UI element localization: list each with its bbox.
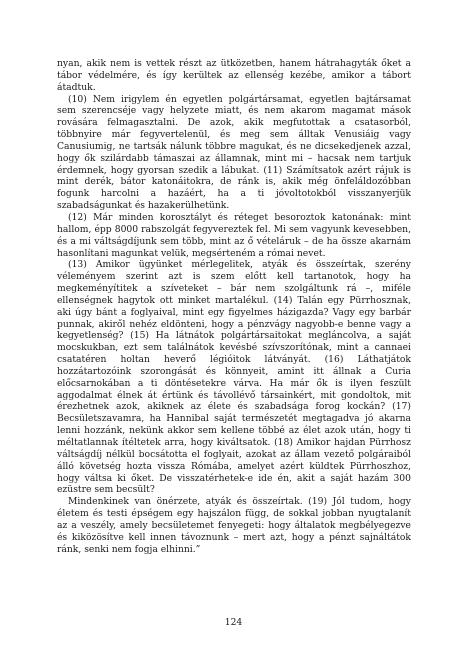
body-text xyxy=(57,58,411,555)
paragraph-5: Mindenkinek van önérzete, atyák és összeírtak. (19) Jól tudom, hogy életem és testi épségem egy hajszálon függ, de sokkal jobban nyugtalanít az a veszély, amely becsületemet fenyegeti: hogy általatok megbélyegezve és kiközösítve kell innen távoznunk – mert azt, hogy a pénzt sajnáltátok ránk, senki nem fogja elhinni.” xyxy=(57,496,411,555)
paragraph-4: (13) Amikor ügyünket mérlegelitek, atyák és összeírtak, szerény véleményem szerint azt is szem előtt kell tartanotok, hogy ha megkeményítitek a szíveteket – bár nem szolgáltunk rá –, miféle ellenségnek hagytok ott minket martalékul. (14) Talán egy Pürrhosznak, aki úgy bánt a foglyaival, mint egy figyelmes házigazda? Vagy egy barbár punnak, akiről nehéz eldönteni, hogy a pénzvágy nagyobb-e benne vagy a kegyetlenség? (15) Ha látnátok polgártársaitokat megláncolva, a saját mocskukban, ezt sem találnátok kevésbé szívszorítónak, mint a cannaei csatatéren holtan heverő légióitok látványát. (16) Láthatjátok hozzátartozóink szorongását és könnyeit, amint itt állnak a Curia előcsarnokában a ti döntésetekre várva. Ha már ők is ilyen feszült aggodalmat élnek át értünk és távollévő társainkért, mit gondoltok, mit érezhetnek azok, akiknek az élete és szabadsága forog kockán? (17) Becsületszavamra, ha Hannibal saját természetét megtagadva jó akarna lenni hozzánk, nekünk akkor sem kellene többé az élet azok után, hogy ti méltatlannak ítéltetek arra, hogy kiváltsatok. (18) Amikor hajdan Pürrhosz váltságdíj nélkül bocsátotta el foglyait, azokat az állam vezető polgáraiból álló követség hozta vissza Rómába, amelyet azért küldtek Pürrhoszhoz, hogy váltsa ki őket. De visszatérhetek-e ide én, akit a saját hazám 300 ezüstre sem becsült? xyxy=(57,259,411,496)
paragraph-3: (12) Már minden korosztályt és réteget besoroztok katonának: mint hallom, épp 8000 rabszolgát fegyvereztek fel. Mi sem vagyunk kevesebben, és a mi váltságdíjunk sem több, mint az ő vételáruk – de ha össze akarnám hasonlítani magunkat velük, megsérteném a római nevet. xyxy=(57,211,411,259)
paragraph-1: nyan, akik nem is vettek részt az ütközetben, hanem hátrahagyták őket a tábor védelmére, és így kerültek az ellenség kezébe, amikor a tábort átadtuk. xyxy=(57,58,411,93)
paragraph-2: (10) Nem irigylem én egyetlen polgártársamat, egyetlen bajtársamat sem szerencséje vagy helyzete miatt, és nem akarom magamat mások rovására felmagasztalni. De azok, akik megfutottak a csatasorból, többnyire már fegyvertelenül, és meg sem álltak Venusiáig vagy Canusiumig, ne tartsák nálunk többre magukat, és ne dicsekedjenek azzal, hogy ők szilárdabb támaszai az államnak, mint mi – hacsak nem tartjuk érdemnek, hogy gyorsan szedik a lábukat. (11) Számítsatok azért rájuk is mint derék, bátor katonáitokra, de ránk is, akik még önfeláldozóbban fogunk harcolni a hazáért, ha a ti jóvoltotokból visszanyerjük szabadságunkat és hazakerülhetünk. xyxy=(57,93,411,212)
page-number: 124 xyxy=(224,617,243,628)
